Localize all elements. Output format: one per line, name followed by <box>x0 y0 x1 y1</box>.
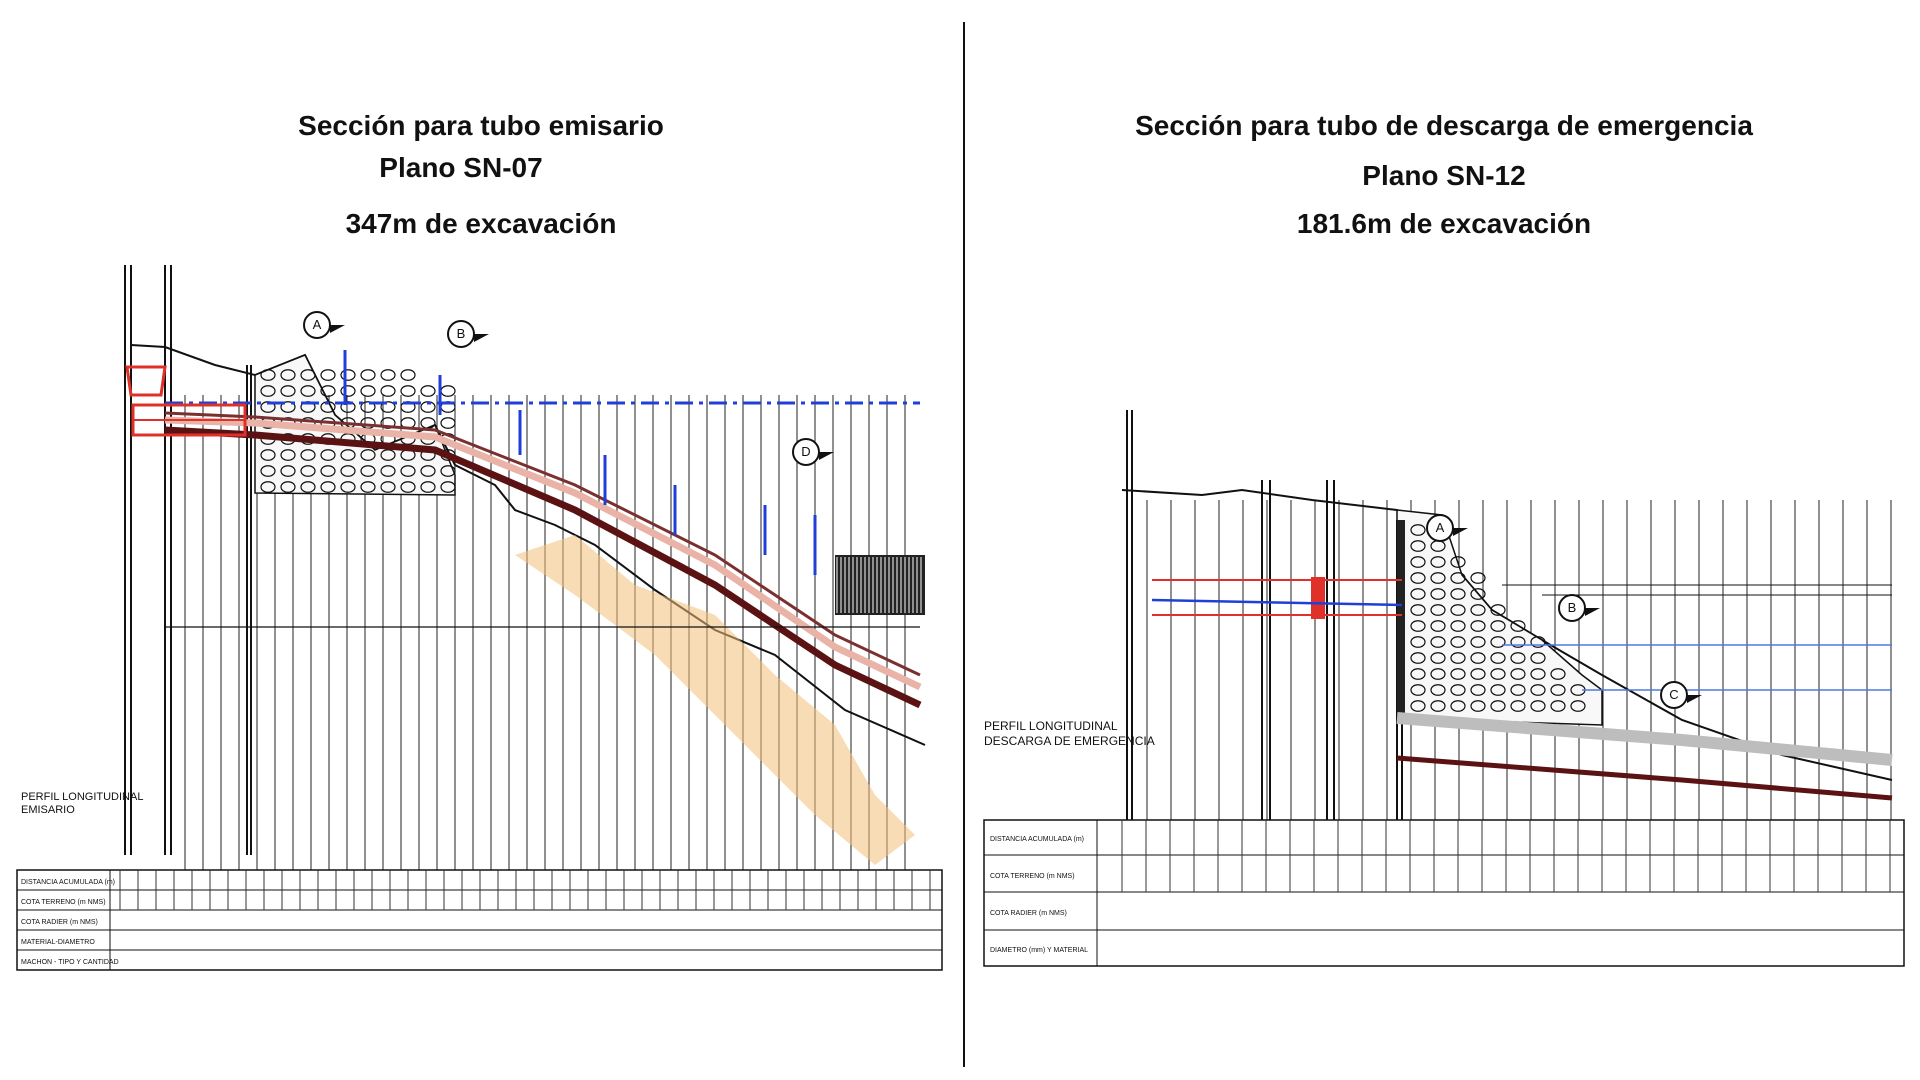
right-excavation-length: 181.6m de excavación <box>1296 208 1592 239</box>
rock-shape <box>381 370 395 381</box>
table-row-label: MACHON - TIPO Y CANTIDAD <box>21 959 119 966</box>
left-tower <box>125 265 251 855</box>
rock-shape <box>421 418 435 429</box>
profile-data-table <box>984 820 1904 966</box>
table-row-label: DISTANCIA ACUMULADA (m) <box>21 879 115 886</box>
right-plan-number: Plano SN-12 <box>1362 160 1526 191</box>
panel-divider <box>963 22 965 1067</box>
table-row-label: DISTANCIA ACUMULADA (m) <box>990 836 1084 843</box>
hatched-block <box>835 555 925 615</box>
svg-text:D: D <box>801 444 811 459</box>
bubble-b-icon <box>1559 595 1600 621</box>
left-plan-number: Plano SN-07 <box>379 152 543 183</box>
rock-shape <box>341 370 355 381</box>
table-row-label: COTA RADIER (m NMS) <box>990 910 1067 917</box>
bubble-d-icon <box>793 439 834 465</box>
table-row-label: COTA RADIER (m NMS) <box>21 919 98 926</box>
left-section-title: Sección para tubo emisario <box>298 110 664 141</box>
profile-title-line1: PERFIL LONGITUDINAL <box>984 719 1118 733</box>
bubble-a-icon <box>304 312 345 338</box>
descarga-profile-drawing <box>982 400 1907 975</box>
table-row-label: DIAMETRO (mm) Y MATERIAL <box>990 947 1089 954</box>
svg-text:B: B <box>456 326 466 341</box>
red-chamber <box>127 367 165 395</box>
rock-shape <box>401 386 415 397</box>
svg-text:B: B <box>1567 600 1577 615</box>
rock-shape <box>441 418 455 429</box>
red-pipe-section <box>1152 578 1402 618</box>
water-level-line <box>1152 600 1402 605</box>
table-row-label: MATERIAL-DIAMETRO <box>21 939 95 946</box>
panel-descarga-emergencia <box>968 0 1920 1080</box>
left-excavation-length: 347m de excavación <box>345 208 617 239</box>
right-section-title: Sección para tubo de descarga de emergencia <box>1135 110 1753 141</box>
pipe-band <box>1397 718 1892 760</box>
rock-shape <box>361 386 375 397</box>
rock-shape <box>441 386 455 397</box>
rock-shape <box>421 386 435 397</box>
rock-shape <box>321 370 335 381</box>
table-row-label: COTA TERRENO (m NMS) <box>21 899 106 906</box>
svg-text:A: A <box>1435 520 1445 535</box>
bubble-c-icon <box>1661 682 1702 708</box>
profile-title-line1: PERFIL LONGITUDINAL <box>21 791 144 803</box>
bubble-a-icon <box>1427 515 1468 541</box>
svg-text:A: A <box>312 317 322 332</box>
emisario-profile-drawing <box>15 255 945 975</box>
rock-shape <box>401 370 415 381</box>
rock-shape <box>361 370 375 381</box>
bubble-b-icon <box>448 321 489 347</box>
dark-wall <box>1397 520 1405 720</box>
profile-title-line2: DESCARGA DE EMERGENCIA <box>984 734 1155 748</box>
rock-shape <box>381 386 395 397</box>
profile-title-line2: EMISARIO <box>21 804 75 816</box>
svg-text:C: C <box>1669 687 1679 702</box>
table-row-label: COTA TERRENO (m NMS) <box>990 873 1075 880</box>
rock-shape <box>341 386 355 397</box>
profile-data-table <box>17 870 942 970</box>
